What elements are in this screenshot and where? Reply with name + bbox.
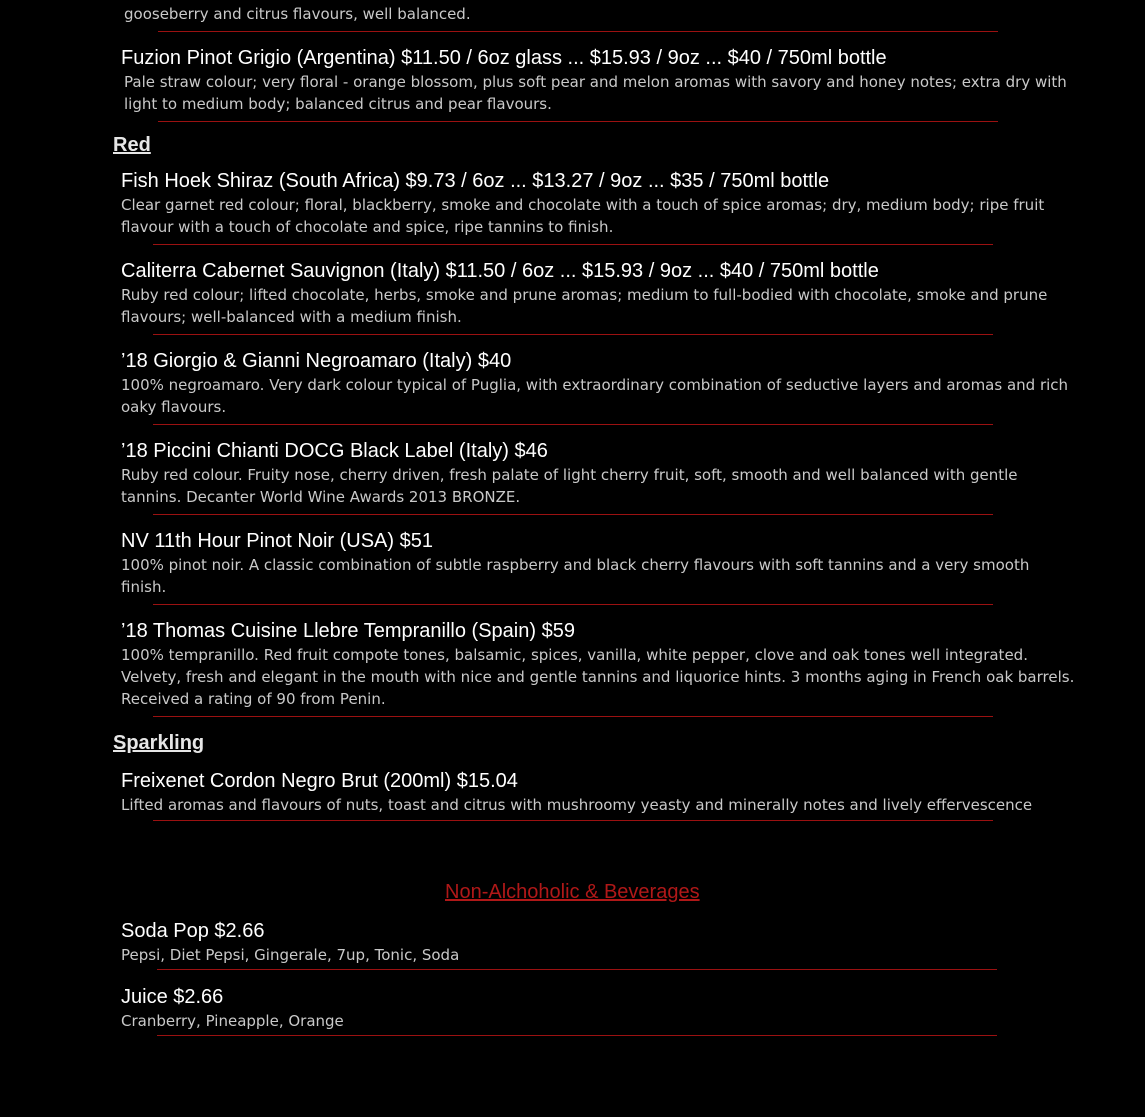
menu-item-description: Received a rating of 90 from Penin. (121, 690, 386, 708)
menu-item-description: Clear garnet red colour; floral, blackberry, smoke and chocolate with a touch of spice aromas; dry, medium body; ripe fruit (121, 196, 1045, 214)
item-divider (157, 969, 997, 970)
item-divider (153, 820, 993, 821)
menu-item-description: Velvety, fresh and elegant in the mouth with nice and gentle tannins and liquorice hints. 3 months aging in French oak barrels. (121, 668, 1075, 686)
menu-item-title: Fuzion Pinot Grigio (Argentina) $11.50 / 6oz glass ... $15.93 / 9oz ... $40 / 750ml bottle (121, 47, 887, 69)
menu-item-title: ’18 Piccini Chianti DOCG Black Label (Italy) $46 (121, 440, 548, 462)
menu-item-description: flavours; well-balanced with a medium finish. (121, 308, 462, 326)
menu-item-description: 100% tempranillo. Red fruit compote tones, balsamic, spices, vanilla, white pepper, clove and oak tones well integrated. (121, 646, 1028, 664)
menu-item-description: light to medium body; balanced citrus and pear flavours. (124, 95, 552, 113)
item-divider (153, 244, 993, 245)
menu-item-description: finish. (121, 578, 167, 596)
section-heading-sparkling: Sparkling (113, 732, 205, 754)
menu-item-description: Ruby red colour. Fruity nose, cherry driven, fresh palate of light cherry fruit, soft, smooth and well balanced with gentle (121, 466, 1018, 484)
menu-item-description: Cranberry, Pineapple, Orange (121, 1012, 344, 1030)
menu-item-title: Juice $2.66 (121, 986, 224, 1008)
item-divider (153, 514, 993, 515)
item-divider (153, 334, 993, 335)
section-heading-red: Red (113, 134, 151, 156)
menu-item-description: oaky flavours. (121, 398, 227, 416)
menu-item-description: Pepsi, Diet Pepsi, Gingerale, 7up, Tonic, Soda (121, 946, 460, 964)
item-divider (153, 424, 993, 425)
menu-item-description: Ruby red colour; lifted chocolate, herbs, smoke and prune aromas; medium to full-bodied with chocolate, smoke and prune (121, 286, 1048, 304)
item-divider (158, 31, 998, 32)
item-divider (158, 121, 998, 122)
menu-item-title: Caliterra Cabernet Sauvignon (Italy) $11.50 / 6oz ... $15.93 / 9oz ... $40 / 750ml bottle (121, 260, 879, 282)
menu-item-title: Freixenet Cordon Negro Brut (200ml) $15.04 (121, 770, 518, 792)
menu-item-description: flavour with a touch of chocolate and spice, ripe tannins to finish. (121, 218, 614, 236)
item-divider (157, 1035, 997, 1036)
menu-item-description: 100% pinot noir. A classic combination of subtle raspberry and black cherry flavours with soft tannins and a very smooth (121, 556, 1030, 574)
menu-item-description: tannins. Decanter World Wine Awards 2013 BRONZE. (121, 488, 521, 506)
menu-item-description: Pale straw colour; very floral - orange blossom, plus soft pear and melon aromas with savory and honey notes; extra dry with (124, 73, 1067, 91)
section-heading-non-alcoholic: Non-Alchoholic & Beverages (445, 881, 700, 903)
menu-item-title: Soda Pop $2.66 (121, 920, 265, 942)
menu-item-title: ’18 Giorgio & Gianni Negroamaro (Italy) $40 (121, 350, 512, 372)
menu-item-title: Fish Hoek Shiraz (South Africa) $9.73 / 6oz ... $13.27 / 9oz ... $35 / 750ml bottle (121, 170, 830, 192)
menu-item-title: ’18 Thomas Cuisine Llebre Tempranillo (Spain) $59 (121, 620, 575, 642)
menu-item-description: 100% negroamaro. Very dark colour typical of Puglia, with extraordinary combination of seductive layers and aromas and rich (121, 376, 1069, 394)
partial-item-description: gooseberry and citrus flavours, well balanced. (124, 5, 471, 23)
menu-item-description: Lifted aromas and flavours of nuts, toast and citrus with mushroomy yeasty and minerally notes and lively effervescence (121, 796, 1033, 814)
item-divider (153, 604, 993, 605)
menu-item-title: NV 11th Hour Pinot Noir (USA) $51 (121, 530, 433, 552)
item-divider (153, 716, 993, 717)
